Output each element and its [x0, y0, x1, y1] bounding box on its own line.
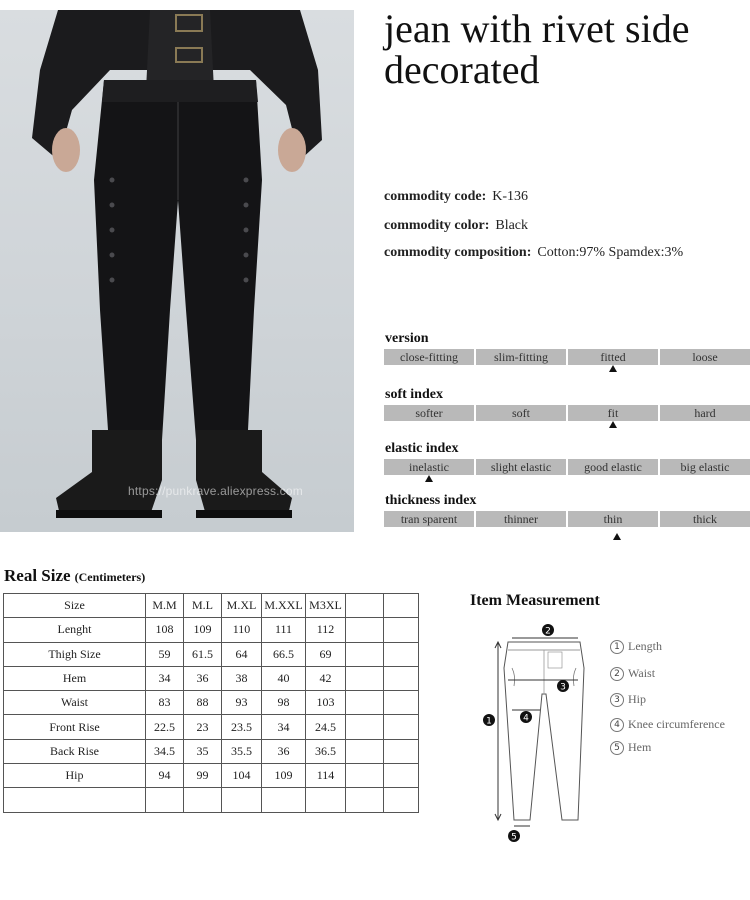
table-row — [4, 739, 419, 763]
version-option: loose — [660, 349, 750, 365]
table-cell — [306, 788, 346, 812]
table-cell: Thigh Size — [4, 642, 146, 666]
table-row — [4, 764, 419, 788]
soft-index-title: soft index — [385, 387, 443, 402]
legend-label: Waist — [628, 666, 656, 680]
svg-text:5: 5 — [511, 832, 517, 843]
table-row — [4, 715, 419, 739]
table-cell: 114 — [306, 764, 346, 788]
table-cell — [184, 788, 222, 812]
elastic-index-indicator-icon — [425, 475, 433, 482]
table-cell: 22.5 — [146, 715, 184, 739]
thickness-index-indicator-icon — [613, 533, 621, 540]
legend-number: 5 — [610, 741, 624, 755]
table-cell: 88 — [184, 691, 222, 715]
table-cell: 104 — [222, 764, 262, 788]
table-cell: 103 — [306, 691, 346, 715]
table-cell: 24.5 — [306, 715, 346, 739]
table-cell: Front Rise — [4, 715, 146, 739]
version-option: fitted — [568, 349, 658, 365]
table-cell: 40 — [262, 666, 306, 690]
marker-waist-icon — [542, 624, 554, 637]
real-size-title — [4, 566, 145, 586]
table-cell: Hip — [4, 764, 146, 788]
table-cell — [346, 739, 384, 763]
table-cell — [384, 618, 419, 642]
table-cell: 35 — [184, 739, 222, 763]
legend-label: Knee circumference — [628, 717, 725, 731]
table-row — [4, 788, 419, 812]
legend-length — [610, 639, 662, 654]
table-header-cell: M3XL — [306, 594, 346, 618]
commodity-composition-value: Cotton:97% Spamdex:3% — [537, 245, 684, 260]
table-cell: 34 — [262, 715, 306, 739]
table-cell: 23.5 — [222, 715, 262, 739]
table-cell — [346, 618, 384, 642]
version-title: version — [385, 331, 429, 346]
table-cell: 36.5 — [306, 739, 346, 763]
size-table — [3, 593, 419, 813]
legend-number: 2 — [610, 667, 624, 681]
table-cell: 66.5 — [262, 642, 306, 666]
elastic-index-option: slight elastic — [476, 459, 566, 475]
table-cell: 59 — [146, 642, 184, 666]
table-cell — [262, 788, 306, 812]
marker-length-icon — [483, 714, 495, 727]
table-cell: 108 — [146, 618, 184, 642]
table-header-cell: Size — [4, 594, 146, 618]
thickness-index-title: thickness index — [385, 493, 477, 508]
commodity-code-label: commodity code: — [384, 189, 487, 204]
table-cell: 64 — [222, 642, 262, 666]
table-cell — [346, 691, 384, 715]
table-cell — [384, 691, 419, 715]
table-cell: Back Rise — [4, 739, 146, 763]
table-cell — [384, 764, 419, 788]
soft-index-indicator-icon — [609, 421, 617, 428]
soft-index-option: fit — [568, 405, 658, 421]
legend-hip — [610, 692, 646, 707]
marker-hip-icon — [557, 680, 569, 693]
elastic-index-bar — [384, 459, 750, 475]
table-row — [4, 642, 419, 666]
table-cell: 83 — [146, 691, 184, 715]
table-header-cell: M.M — [146, 594, 184, 618]
commodity-code-value: K-136 — [492, 189, 529, 204]
table-cell: 36 — [262, 739, 306, 763]
legend-label: Hip — [628, 692, 646, 706]
table-cell — [384, 666, 419, 690]
table-cell — [346, 764, 384, 788]
marker-knee-icon — [520, 711, 532, 724]
table-row — [4, 666, 419, 690]
table-cell: 109 — [184, 618, 222, 642]
product-title: jean with rivet side decorated — [384, 6, 690, 92]
table-cell — [346, 715, 384, 739]
commodity-composition-label: commodity composition: — [384, 245, 532, 260]
table-cell: Waist — [4, 691, 146, 715]
table-header-cell: M.L — [184, 594, 222, 618]
svg-text:1: 1 — [486, 716, 492, 727]
pants-diagram — [478, 620, 598, 850]
legend-hem — [610, 740, 651, 755]
elastic-index-title: elastic index — [385, 441, 459, 456]
soft-index-bar — [384, 405, 750, 421]
legend-number: 1 — [610, 640, 624, 654]
table-header-cell: M.XL — [222, 594, 262, 618]
commodity-color-row — [384, 218, 528, 234]
table-cell: 109 — [262, 764, 306, 788]
elastic-index-option: inelastic — [384, 459, 474, 475]
commodity-code-row — [384, 189, 528, 205]
soft-index-option: softer — [384, 405, 474, 421]
watermark-text: https://punkrave.aliexpress.com — [128, 484, 303, 498]
table-cell — [384, 642, 419, 666]
table-cell — [222, 788, 262, 812]
table-cell: 36 — [184, 666, 222, 690]
soft-index-option: soft — [476, 405, 566, 421]
thickness-index-option: tran sparent — [384, 511, 474, 527]
table-cell: 112 — [306, 618, 346, 642]
legend-label: Hem — [628, 740, 652, 754]
real-size-unit: (Centimeters) — [74, 570, 146, 584]
soft-index-option: hard — [660, 405, 750, 421]
real-size-heading: Real Size — [4, 566, 71, 585]
table-cell: 61.5 — [184, 642, 222, 666]
table-cell: 23 — [184, 715, 222, 739]
version-bar — [384, 349, 750, 365]
version-option: close-fitting — [384, 349, 474, 365]
table-cell — [384, 715, 419, 739]
legend-number: 4 — [610, 718, 624, 732]
model-illustration — [0, 10, 354, 532]
table-cell — [346, 666, 384, 690]
table-cell: 35.5 — [222, 739, 262, 763]
commodity-composition-row — [384, 245, 683, 261]
table-header-cell — [346, 594, 384, 618]
legend-waist — [610, 666, 655, 681]
commodity-color-label: commodity color: — [384, 218, 490, 233]
table-header-cell — [384, 594, 419, 618]
table-header-cell: M.XXL — [262, 594, 306, 618]
svg-text:4: 4 — [523, 713, 529, 724]
table-cell — [384, 739, 419, 763]
table-cell: 34 — [146, 666, 184, 690]
table-header-row — [4, 594, 419, 618]
svg-text:2: 2 — [545, 626, 551, 637]
item-measurement-title: Item Measurement — [470, 592, 600, 609]
svg-text:3: 3 — [560, 682, 566, 693]
legend-number: 3 — [610, 693, 624, 707]
elastic-index-option: big elastic — [660, 459, 750, 475]
table-cell — [384, 788, 419, 812]
table-cell: 99 — [184, 764, 222, 788]
table-cell: Hem — [4, 666, 146, 690]
table-row — [4, 691, 419, 715]
version-indicator-icon — [609, 365, 617, 372]
table-cell: 98 — [262, 691, 306, 715]
table-cell: 93 — [222, 691, 262, 715]
legend-label: Length — [628, 639, 662, 653]
table-cell: 38 — [222, 666, 262, 690]
legend-knee — [610, 717, 725, 732]
table-cell — [146, 788, 184, 812]
table-cell — [4, 788, 146, 812]
marker-hem-icon — [508, 830, 520, 843]
table-cell — [346, 642, 384, 666]
table-cell: 42 — [306, 666, 346, 690]
table-cell: Lenght — [4, 618, 146, 642]
thickness-index-option: thinner — [476, 511, 566, 527]
table-cell: 111 — [262, 618, 306, 642]
table-cell: 34.5 — [146, 739, 184, 763]
version-option: slim-fitting — [476, 349, 566, 365]
thickness-index-bar — [384, 511, 750, 527]
table-cell: 69 — [306, 642, 346, 666]
elastic-index-option: good elastic — [568, 459, 658, 475]
commodity-color-value: Black — [495, 218, 529, 233]
table-cell — [346, 788, 384, 812]
product-photo — [0, 10, 354, 532]
table-cell: 110 — [222, 618, 262, 642]
table-row — [4, 618, 419, 642]
thickness-index-option: thin — [568, 511, 658, 527]
thickness-index-option: thick — [660, 511, 750, 527]
table-cell: 94 — [146, 764, 184, 788]
